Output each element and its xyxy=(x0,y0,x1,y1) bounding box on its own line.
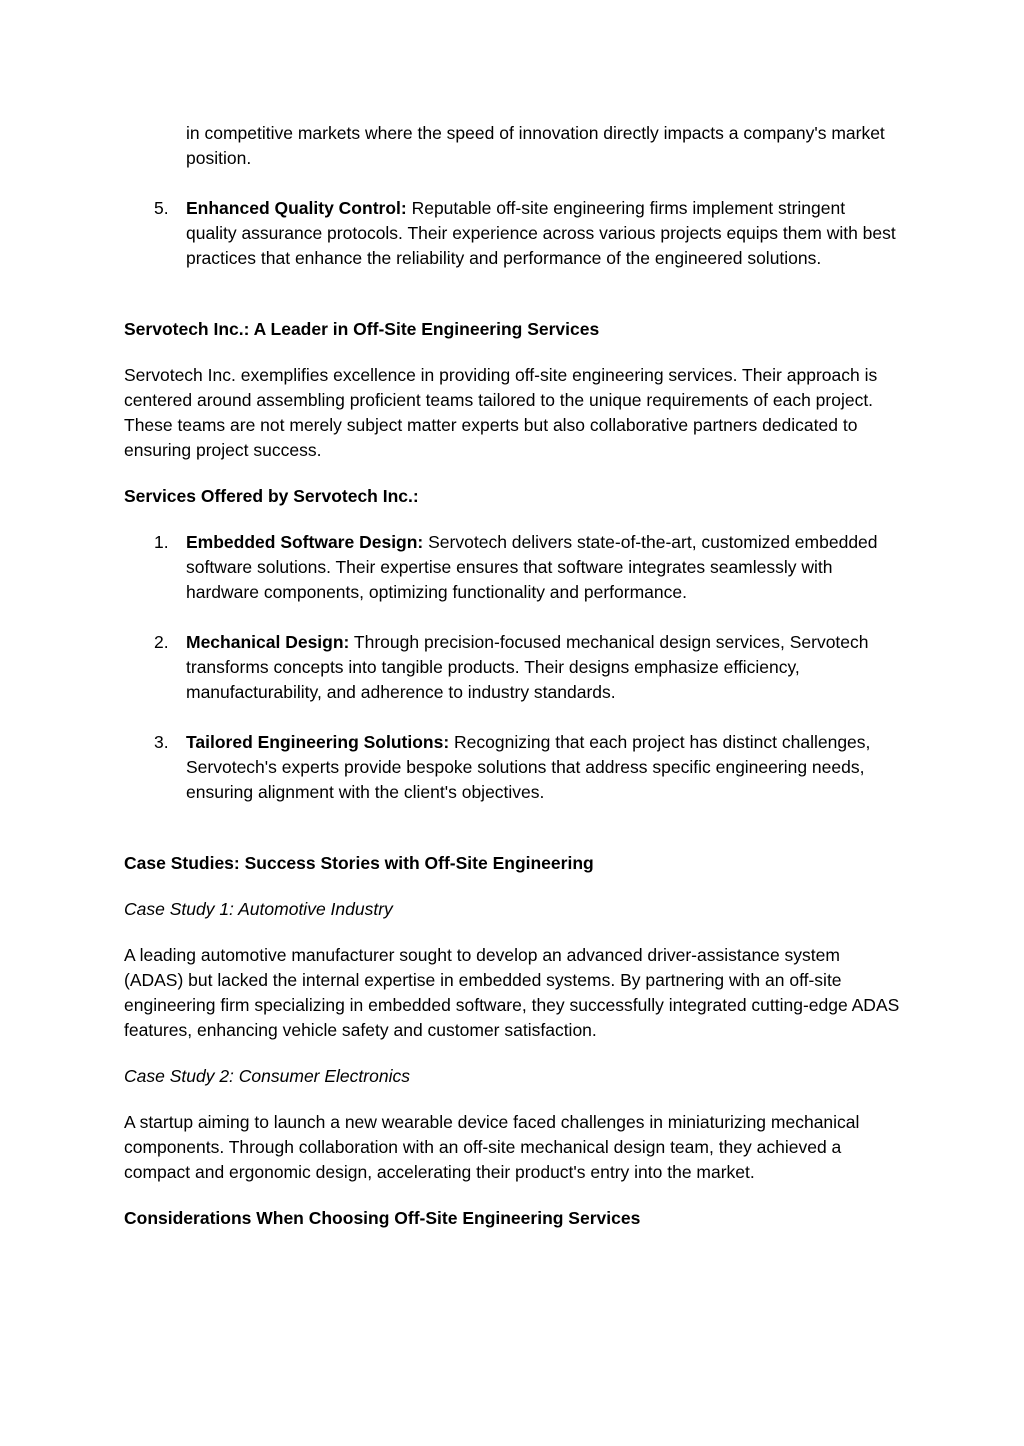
list-number: 2. xyxy=(154,632,169,652)
case-study-1-text: A leading automotive manufacturer sought to develop an advanced driver-assistance system (ADAS) but lacked the internal expertise in embedded systems. By partnering with an off-site engineering firm specializing in embedded software, they successfully integrated cutting-edge ADAS features, enhancing vehicle safety and customer satisfaction. xyxy=(124,945,900,1040)
list-item-text: Recognizing that each project has distinct challenges, Servotech's experts provide bespoke solutions that address specific engineering needs, ensuring alignment with the client's objectives. xyxy=(186,732,871,802)
case-study-2-text: A startup aiming to launch a new wearable device faced challenges in miniaturizing mechanical components. Through collaboration with an off-site mechanical design team, they achieved a compact and ergonomic design, accelerating their product's entry into the market. xyxy=(124,1112,860,1182)
case-study-2-title: Case Study 2: Consumer Electronics xyxy=(124,1066,410,1086)
servotech-paragraph: Servotech Inc. exemplifies excellence in providing off-site engineering services. Their approach is centered around assembling proficient teams tailored to the unique requirements of each project. These teams are not merely subject matter experts but also collaborative partners dedicated to ensuring project success. xyxy=(124,365,878,460)
list-item-text: Servotech delivers state-of-the-art, customized embedded software solutions. Their expertise ensures that software integrates seamlessly with hardware components, optimizing functionality and performance. xyxy=(186,532,878,602)
list-number: 1. xyxy=(154,532,169,552)
services-list xyxy=(124,530,900,805)
list-item-text: Through precision-focused mechanical design services, Servotech transforms concepts into tangible products. Their designs emphasize efficiency, manufacturability, and adherence to industry standards. xyxy=(186,632,869,702)
section-heading-services: Services Offered by Servotech Inc.: xyxy=(124,486,419,506)
section-heading-considerations: Considerations When Choosing Off-Site Engineering Services xyxy=(124,1208,641,1228)
intro-continuation: in competitive markets where the speed of innovation directly impacts a company's market position. xyxy=(186,123,885,168)
list-item-title: Tailored Engineering Solutions: xyxy=(186,732,450,752)
benefits-list xyxy=(124,196,900,271)
list-item-title: Mechanical Design: xyxy=(186,632,350,652)
list-item xyxy=(124,530,900,605)
list-item xyxy=(124,196,900,271)
section-heading-servotech: Servotech Inc.: A Leader in Off-Site Engineering Services xyxy=(124,319,600,339)
list-item-title: Enhanced Quality Control: xyxy=(186,198,407,218)
list-number: 5. xyxy=(154,198,169,218)
document-page xyxy=(124,121,900,1231)
list-item xyxy=(124,630,900,705)
section-heading-case-studies: Case Studies: Success Stories with Off-Site Engineering xyxy=(124,853,594,873)
list-item xyxy=(124,730,900,805)
case-study-1-title: Case Study 1: Automotive Industry xyxy=(124,899,393,919)
list-item-text: Reputable off-site engineering firms implement stringent quality assurance protocols. Their experience across various projects equips them with best practices that enhance the reliability and performance of the engineered solutions. xyxy=(186,198,896,268)
list-item-title: Embedded Software Design: xyxy=(186,532,424,552)
list-number: 3. xyxy=(154,732,169,752)
